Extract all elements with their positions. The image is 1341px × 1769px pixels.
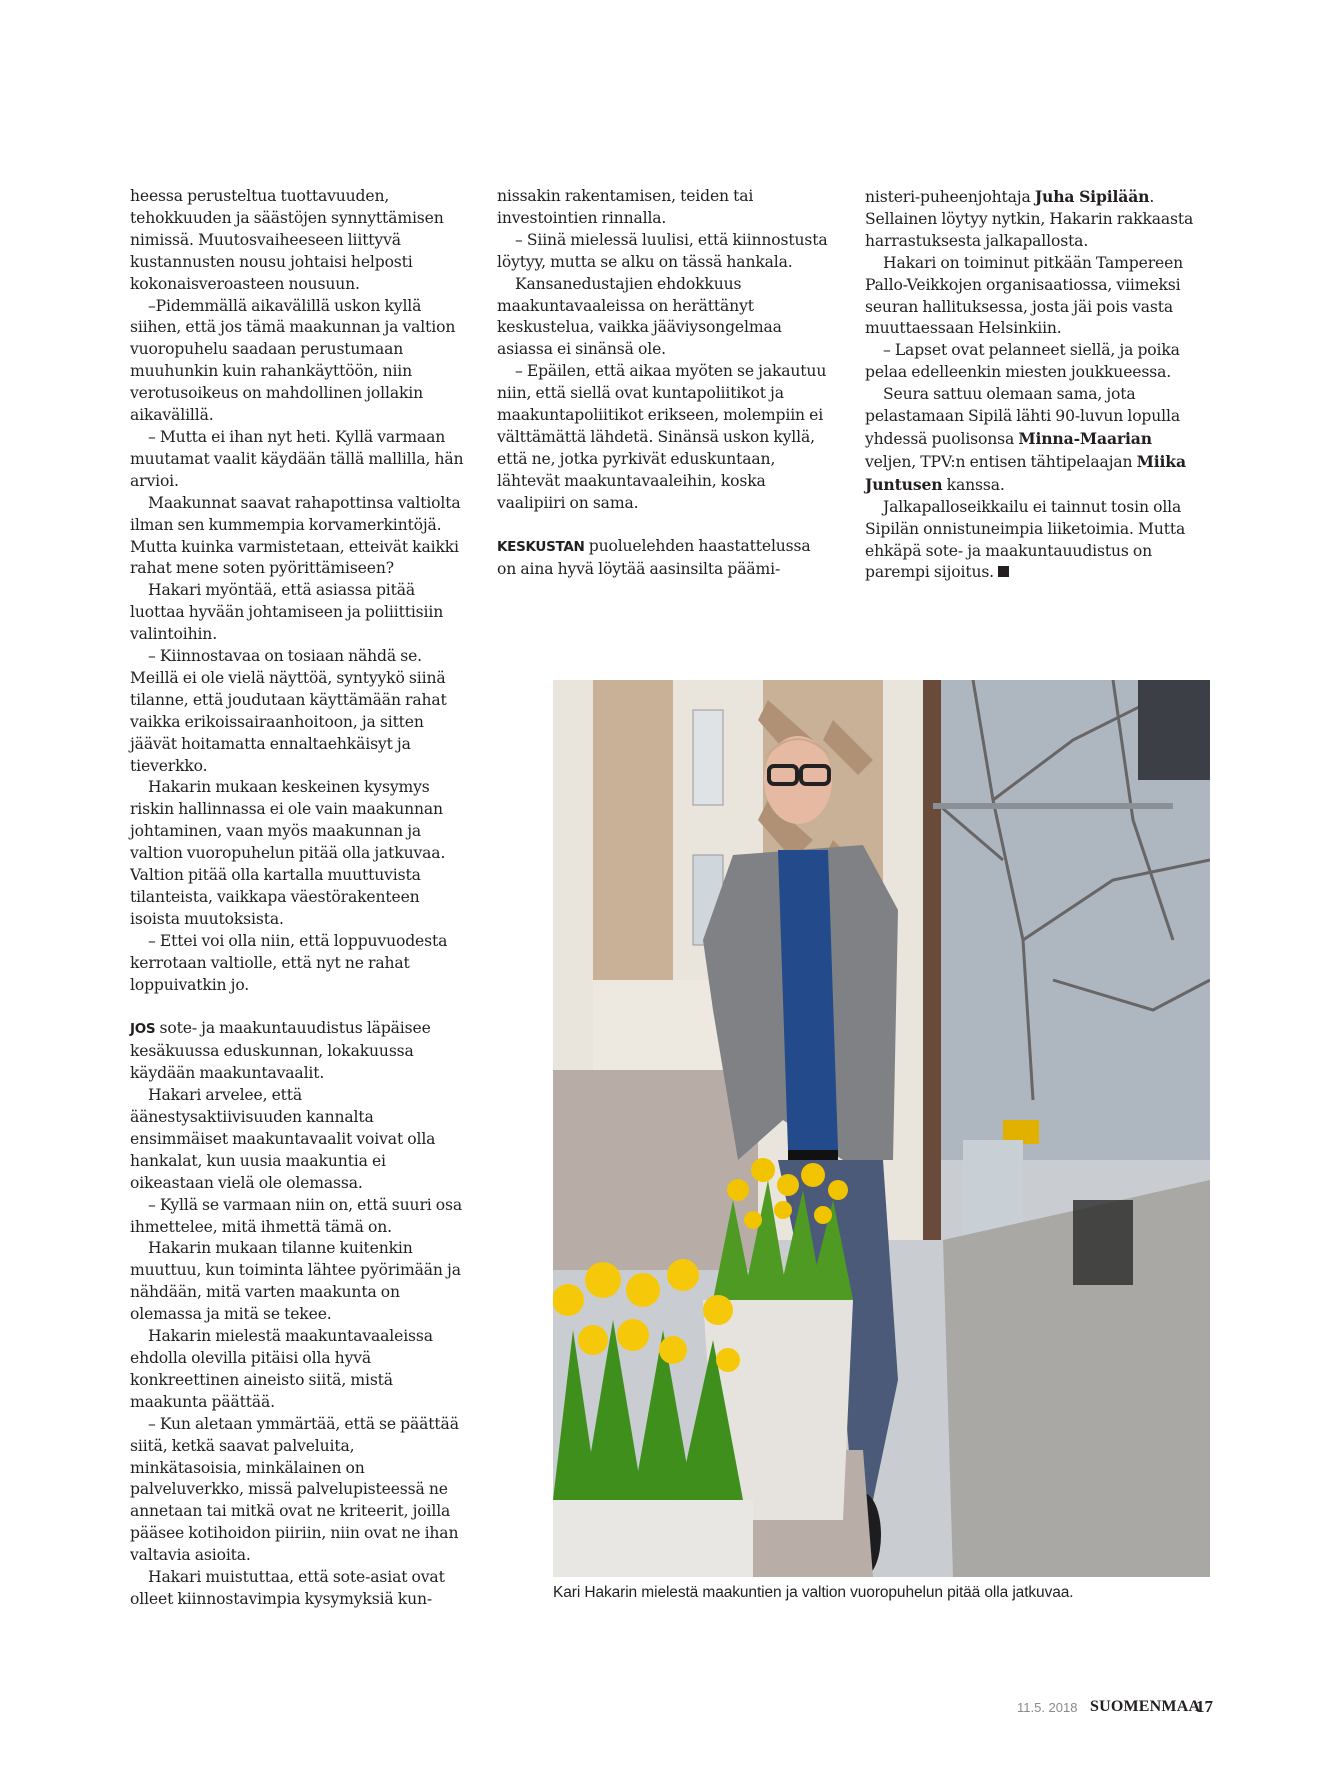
paragraph-text: Jalkapalloseikkailu ei tainnut tosin olla Sipilän onnistuneimpia liiketoimia. Mutta ehkäpä sote- ja maakuntauudistus on parempi sijoitus. — [865, 497, 1186, 582]
paragraph: – Epäilen, että aikaa myöten se jakautuu niin, että siellä ovat kuntapoliitikot ja maakuntapoliitikot erikseen, molempiin ei välttämättä lähdetä. Sinänsä uskon kyllä, että ne, jotka pyrkivät eduskuntaan, lähtevät maakuntavaaleihin, koska vaalipiiri on sama. — [497, 362, 827, 512]
paragraph — [865, 384, 1200, 497]
paragraph: Hakarin mielestä maakuntavaaleissa ehdolla olevilla pitäisi olla hyvä konkreettinen aineisto siitä, mistä maakunta päättää. — [130, 1327, 433, 1411]
paragraph — [865, 186, 1200, 253]
paragraph: nissakin rakentamisen, teiden tai investointien rinnalla. — [497, 187, 754, 227]
paragraph: Hakari on toiminut pitkään Tampereen Pallo-Veikkojen organisaatiossa, viimeksi seuran hallituksessa, josta jäi pois vasta muuttaessaan Helsinkiin. — [865, 253, 1184, 338]
paragraph: –Pidemmällä aikavälillä uskon kyllä siihen, että jos tämä maakunnan ja valtion vuoropuhelu saadaan perustumaan muuhunkin kuin rahankäyttöön, niin verotusoikeus on mahdollinen jollakin aikavälillä. — [130, 296, 456, 425]
paragraph-text: puoluelehden haastattelussa on aina hyvä löytää aasinsilta päämi- — [497, 537, 811, 579]
man-shirt — [778, 850, 838, 1150]
paragraph: – Lapset ovat pelanneet siellä, ja poika pelaa edelleenkin miesten joukkueessa. — [865, 341, 1180, 382]
drainpipe — [921, 680, 941, 1240]
paragraph-text: nisteri-puheenjohtaja — [865, 188, 1035, 206]
paragraph: – Kiinnostavaa on tosiaan nähdä se. Meillä ei ole vielä näyttöä, syntyykö siinä tilanne, että joudutaan käyttämään rahat vaikka erikoissairaanhoitoon, ja sitten jäävät hoitamatta ennaltaehkäisyt ja tieverkko. — [130, 647, 447, 775]
paragraph: – Mutta ei ihan nyt heti. Kyllä varmaan muutamat vaalit käydään tällä mallilla, hän arvioi. — [130, 427, 464, 490]
street-sign — [1138, 680, 1210, 780]
sign-pole-arm — [933, 803, 1173, 809]
paragraph-text: Seura sattuu olemaan sama, jota pelastamaan Sipilä lähti 90-luvun lopulla yhdessä puolisonsa — [865, 385, 1180, 448]
man-belt — [788, 1150, 838, 1160]
person-name: Minna-Maarian — [1018, 428, 1152, 448]
section-lead-word: KESKUSTAN — [497, 539, 585, 556]
paragraph: Hakarin mukaan keskeinen kysymys riskin hallinnassa ei ole vain maakunnan johtaminen, vaan myös maakunnan ja valtion vuoropuhelun pitää olla jatkuvaa. Valtion pitää olla kartalla muuttuvista tilanteista, vaikkapa väestörakenteen isoista muutoksista. — [130, 778, 446, 928]
page-number: 17 — [1196, 1697, 1213, 1716]
photo-caption: Kari Hakarin mielestä maakuntien ja valtion vuoropuhelun pitää olla jatkuvaa. — [553, 1584, 1074, 1601]
nameplate-top — [693, 710, 723, 805]
paragraph: heessa perusteltua tuottavuuden, tehokkuuden ja säästöjen synnyttämisen nimissä. Muutosvaiheeseen liittyvä kustannusten nousu johtaisi helposti kokonaisveroasteen nousuun. — [130, 187, 444, 293]
facade-pilaster — [593, 680, 673, 980]
person-name: Juha Sipilään — [1034, 187, 1150, 206]
paragraph: Hakarin mukaan tilanne kuitenkin muuttuu, kun toiminta lähtee pyörimään ja nähdään, mitä varten maakunta on olemassa ja mitä se tekee. — [130, 1239, 461, 1324]
section-paragraph — [130, 1018, 465, 1085]
paragraph-text: kanssa. — [942, 475, 1005, 494]
article-photo — [553, 680, 1210, 1577]
railing — [1073, 1200, 1133, 1285]
publication-name: SUOMENMAA — [1090, 1698, 1201, 1715]
issue-date: 11.5. 2018 — [1017, 1700, 1078, 1715]
paragraph: Hakari myöntää, että asiassa pitää luottaa hyvään johtamiseen ja poliittisiin valintoihin. — [130, 581, 444, 644]
paragraph — [865, 497, 1200, 585]
section-lead-word: JOS — [130, 1021, 156, 1038]
paragraph: Hakari arvelee, että äänestysaktiivisuuden kannalta ensimmäiset maakuntavaalit voivat olla hankalat, kun uusia maakuntia ei oikeastaan vielä ole olemassa. — [130, 1086, 436, 1192]
paragraph-text: veljen, TPV:n entisen tähtipelaajan — [865, 452, 1137, 471]
section-paragraph — [497, 536, 832, 581]
article-column-2 — [497, 186, 832, 581]
paragraph: Maakunnat saavat rahapottinsa valtiolta ilman sen kummempia korvamerkintöjä. Mutta kuinka varmistetaan, etteivät kaikki rahat mene soten pyörittämiseen? — [130, 493, 461, 578]
page-footer — [900, 1697, 1220, 1721]
article-column-1 — [130, 186, 465, 1611]
end-of-article-mark — [998, 566, 1009, 577]
person-name: Miika Juntusen — [865, 451, 1186, 494]
planter-front — [553, 1500, 753, 1577]
paragraph: Hakari muistuttaa, että sote-asiat ovat olleet kiinnostavimpia kysymyksiä kun- — [130, 1568, 445, 1608]
photo-illustration — [553, 680, 1210, 1577]
article-column-3 — [865, 186, 1200, 584]
paragraph: – Ettei voi olla niin, että loppuvuodesta kerrotaan valtiolle, että nyt ne rahat loppuivatkin jo. — [130, 931, 448, 994]
paragraph-text: . Sellainen löytyy nytkin, Hakarin rakkaasta harrastuksesta jalkapallosta. — [865, 188, 1194, 250]
paragraph: – Siinä mielessä luulisi, että kiinnostusta löytyy, mutta se alku on tässä hankala. — [497, 230, 828, 271]
paragraph: Kansanedustajien ehdokkuus maakuntavaaleissa on herättänyt keskustelua, vaikka jääviysongelmaa asiassa ei sinänsä ole. — [497, 274, 782, 359]
paragraph: – Kyllä se varmaan niin on, että suuri osa ihmettelee, mitä ihmettä tämä on. — [130, 1195, 463, 1236]
column-base — [593, 980, 723, 1070]
paragraph: – Kun aletaan ymmärtää, että se päättää siitä, ketkä saavat palveluita, minkätasoisia, minkälainen on palveluverkko, missä palvelupisteessä ne annetaan tai mitkä ovat ne kriteerit, joilla pääsee kotihoidon piiriin, niin ovat ne ihan valtavia asioita. — [130, 1414, 459, 1565]
paragraph-text: sote- ja maakuntauudistus läpäisee kesäkuussa eduskunnan, lokakuussa käydään maakuntavaalit. — [130, 1019, 431, 1083]
